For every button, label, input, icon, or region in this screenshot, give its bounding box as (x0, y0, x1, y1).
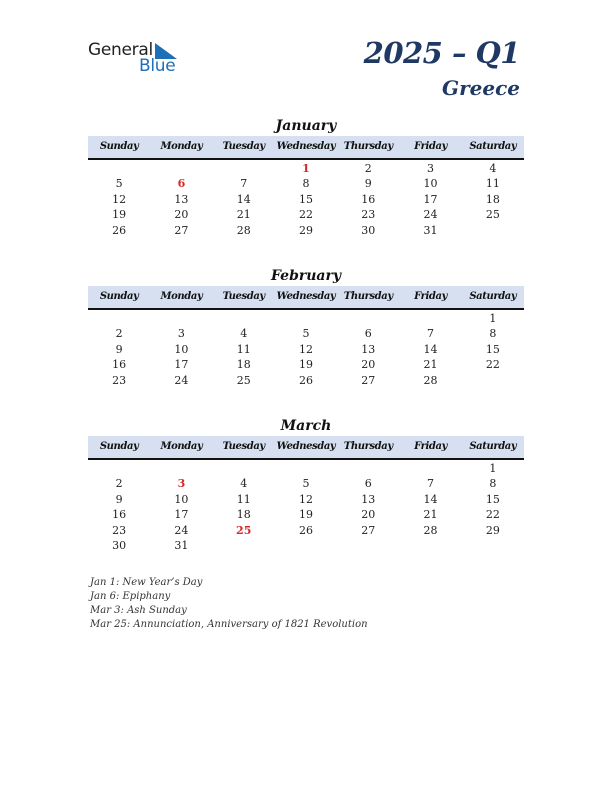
empty-day-cell (399, 311, 461, 326)
weekday-header (88, 286, 524, 310)
day-cell: 8 (302, 177, 310, 191)
month-name: February (270, 268, 341, 284)
day-cell: 27 (361, 373, 376, 387)
weekday-label: Saturday (469, 291, 517, 302)
day-cell: 28 (236, 223, 251, 237)
empty-day-cell (213, 461, 275, 476)
day-cell: 19 (298, 508, 313, 522)
day-cell: 15 (485, 492, 500, 506)
empty-day-cell (399, 538, 461, 553)
day-cell: 24 (423, 208, 438, 222)
day-cell: 17 (174, 508, 189, 522)
day-cell: 14 (423, 492, 438, 506)
day-cell: 7 (427, 477, 435, 491)
day-cell: 31 (174, 538, 189, 552)
month-february (88, 267, 524, 388)
day-cell: 21 (423, 358, 438, 372)
day-cell: 18 (236, 508, 251, 522)
day-cell: 21 (423, 508, 438, 522)
weekday-label: Monday (160, 141, 203, 152)
weekday-label: Monday (160, 291, 203, 302)
day-cell: 4 (240, 477, 248, 491)
holiday-note: Jan 1: New Year’s Day (90, 577, 203, 588)
day-cell: 13 (361, 492, 376, 506)
weekday-header (88, 436, 524, 460)
day-cell: 1 (489, 312, 497, 325)
day-cell: 8 (489, 477, 497, 491)
week-row (88, 357, 524, 372)
day-cell: 20 (361, 358, 376, 372)
day-cell: 17 (423, 192, 438, 206)
day-cell: 28 (423, 523, 438, 537)
day-cell: 31 (423, 223, 438, 237)
day-cell: 14 (423, 342, 438, 356)
day-cell: 10 (174, 492, 189, 506)
empty-day-cell (213, 538, 275, 553)
empty-day-cell (462, 373, 524, 388)
empty-day-cell (275, 311, 337, 326)
day-cell: 22 (485, 508, 500, 522)
empty-day-cell (275, 538, 337, 553)
day-cell: 10 (423, 177, 438, 191)
day-cell: 1 (302, 162, 310, 175)
day-cell: 26 (298, 523, 313, 537)
week-row (88, 373, 524, 388)
logo-text-blue: Blue (139, 56, 176, 76)
day-cell: 9 (115, 492, 123, 506)
day-cell: 16 (361, 192, 376, 206)
day-cell: 12 (112, 192, 127, 206)
day-cell: 5 (115, 177, 123, 191)
weekday-label: Monday (160, 441, 203, 452)
empty-day-cell (462, 223, 524, 238)
weekday-label: Sunday (99, 291, 139, 302)
day-cell: 2 (115, 327, 123, 341)
weekday-label: Wednesday (276, 291, 336, 302)
day-cell: 26 (112, 223, 127, 237)
week-row (88, 161, 524, 176)
day-cell: 2 (364, 162, 372, 175)
week-row (88, 192, 524, 207)
weekday-label: Friday (414, 291, 447, 302)
empty-day-cell (150, 311, 212, 326)
day-cell: 23 (112, 523, 127, 537)
weekday-label: Tuesday (222, 441, 265, 452)
day-cell: 18 (236, 358, 251, 372)
day-cell: 9 (364, 177, 372, 191)
day-cell: 9 (115, 342, 123, 356)
day-cell: 29 (485, 523, 500, 537)
day-cell: 1 (489, 462, 497, 475)
day-cell: 20 (361, 508, 376, 522)
day-cell: 22 (485, 358, 500, 372)
day-cell: 3 (177, 327, 185, 341)
day-cell: 25 (236, 373, 251, 387)
week-row (88, 342, 524, 357)
day-cell: 22 (298, 208, 313, 222)
month-grid (88, 160, 524, 238)
weekday-label: Friday (414, 141, 447, 152)
day-cell: 12 (298, 342, 313, 356)
empty-day-cell (150, 461, 212, 476)
day-cell: 30 (112, 538, 127, 552)
weekday-label: Friday (414, 441, 447, 452)
holiday-note: Mar 3: Ash Sunday (90, 605, 187, 616)
day-cell: 19 (298, 358, 313, 372)
weekday-label: Thursday (343, 441, 393, 452)
day-cell: 24 (174, 523, 189, 537)
day-cell: 15 (485, 342, 500, 356)
day-cell: 12 (298, 492, 313, 506)
week-row (88, 223, 524, 238)
week-row (88, 207, 524, 222)
day-cell: 25 (236, 523, 252, 537)
day-cell: 6 (364, 477, 372, 491)
weekday-label: Saturday (469, 141, 517, 152)
logo-text-general: General (88, 40, 153, 60)
day-cell: 26 (298, 373, 313, 387)
day-cell: 23 (112, 373, 127, 387)
day-cell: 3 (177, 477, 186, 491)
day-cell: 20 (174, 208, 189, 222)
week-row (88, 538, 524, 553)
weekday-label: Saturday (469, 441, 517, 452)
month-name: January (275, 118, 337, 134)
day-cell: 5 (302, 477, 310, 491)
month-grid (88, 460, 524, 553)
weekday-label: Thursday (343, 141, 393, 152)
week-row (88, 311, 524, 326)
day-cell: 11 (236, 342, 251, 356)
week-row (88, 523, 524, 538)
holiday-note: Mar 25: Annunciation, Anniversary of 1821 Revolution (90, 619, 368, 630)
day-cell: 6 (364, 327, 372, 341)
logo (88, 40, 188, 80)
day-cell: 5 (302, 327, 310, 341)
day-cell: 18 (485, 192, 500, 206)
day-cell: 27 (174, 223, 189, 237)
day-cell: 30 (361, 223, 376, 237)
month-january (88, 117, 524, 238)
day-cell: 13 (361, 342, 376, 356)
month-name: March (280, 418, 332, 434)
empty-day-cell (337, 538, 399, 553)
week-row (88, 176, 524, 191)
week-row (88, 492, 524, 507)
day-cell: 28 (423, 373, 438, 387)
holiday-notes (90, 576, 368, 632)
weekday-header (88, 136, 524, 160)
day-cell: 15 (298, 192, 313, 206)
day-cell: 4 (489, 162, 497, 175)
day-cell: 23 (361, 208, 376, 222)
holiday-note: Jan 6: Epiphany (90, 591, 171, 602)
day-cell: 24 (174, 373, 189, 387)
day-cell: 11 (485, 177, 500, 191)
empty-day-cell (213, 311, 275, 326)
day-cell: 16 (112, 358, 127, 372)
day-cell: 6 (177, 177, 186, 191)
day-cell: 17 (174, 358, 189, 372)
week-row (88, 326, 524, 341)
weekday-label: Sunday (99, 441, 139, 452)
empty-day-cell (88, 461, 150, 476)
weekday-label: Wednesday (276, 441, 336, 452)
empty-day-cell (337, 461, 399, 476)
day-cell: 8 (489, 327, 497, 341)
country-title: Greece (442, 76, 520, 100)
empty-day-cell (88, 311, 150, 326)
day-cell: 2 (115, 477, 123, 491)
weekday-label: Tuesday (222, 141, 265, 152)
day-cell: 21 (236, 208, 251, 222)
day-cell: 16 (112, 508, 127, 522)
empty-day-cell (213, 161, 275, 176)
day-cell: 27 (361, 523, 376, 537)
day-cell: 7 (427, 327, 435, 341)
day-cell: 25 (485, 208, 500, 222)
empty-day-cell (399, 461, 461, 476)
day-cell: 10 (174, 342, 189, 356)
empty-day-cell (275, 461, 337, 476)
weekday-label: Sunday (99, 141, 139, 152)
day-cell: 29 (298, 223, 313, 237)
week-row (88, 507, 524, 522)
day-cell: 7 (240, 177, 248, 191)
day-cell: 14 (236, 192, 251, 206)
empty-day-cell (462, 538, 524, 553)
weekday-label: Tuesday (222, 291, 265, 302)
day-cell: 3 (427, 162, 435, 175)
week-row (88, 461, 524, 476)
day-cell: 4 (240, 327, 248, 341)
day-cell: 13 (174, 192, 189, 206)
page-title: 2025 – Q1 (363, 36, 520, 70)
weekday-label: Thursday (343, 291, 393, 302)
empty-day-cell (88, 161, 150, 176)
empty-day-cell (150, 161, 212, 176)
weekday-label: Wednesday (276, 141, 336, 152)
month-grid (88, 310, 524, 388)
week-row (88, 476, 524, 491)
empty-day-cell (337, 311, 399, 326)
month-march (88, 417, 524, 553)
day-cell: 19 (112, 208, 127, 222)
day-cell: 11 (236, 492, 251, 506)
